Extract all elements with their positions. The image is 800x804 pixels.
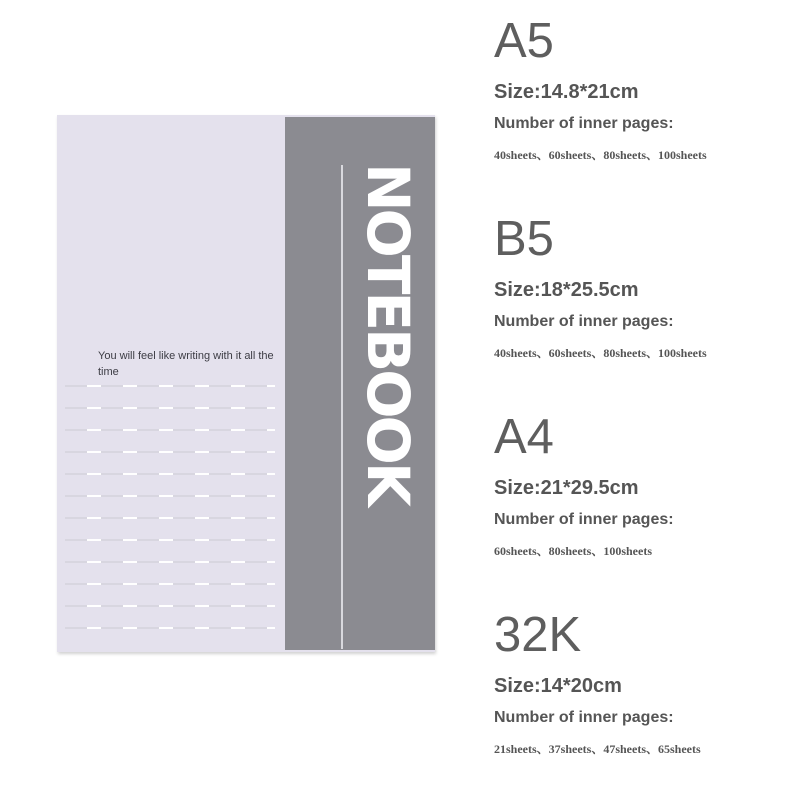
writing-line [65, 539, 275, 541]
spec-pages-label: Number of inner pages: [494, 709, 674, 726]
spec-sheet-options: 21sheets、37sheets、47sheets、65sheets [494, 742, 701, 756]
spec-pages-label: Number of inner pages: [494, 313, 674, 330]
spec-size: Size:21*29.5cm [494, 477, 639, 499]
cover-band [285, 117, 435, 650]
notebook-brand-title: NOTEBOOK [354, 163, 422, 504]
cover-tagline: You will feel like writing with it all the time [98, 350, 274, 378]
spec-panel [494, 12, 794, 804]
writing-line [65, 429, 275, 431]
cover-writing-lines [65, 385, 275, 645]
notebook-image [57, 115, 435, 652]
cover-divider-line [341, 165, 343, 649]
spec-pages-label: Number of inner pages: [494, 115, 674, 132]
spec-format-label: 32K [494, 608, 582, 662]
writing-line [65, 583, 275, 585]
writing-line [65, 473, 275, 475]
writing-line [65, 605, 275, 607]
spec-sheet-options: 40sheets、60sheets、80sheets、100sheets [494, 148, 707, 162]
spec-size: Size:14.8*21cm [494, 81, 639, 103]
writing-line [65, 495, 275, 497]
spec-pages-label: Number of inner pages: [494, 511, 674, 528]
spec-block-b5 [494, 210, 794, 408]
spec-block-a4 [494, 408, 794, 606]
writing-line [65, 451, 275, 453]
writing-line [65, 561, 275, 563]
spec-size: Size:18*25.5cm [494, 279, 639, 301]
spec-format-label: B5 [494, 212, 554, 266]
spec-format-label: A4 [494, 410, 554, 464]
writing-line [65, 517, 275, 519]
writing-line [65, 407, 275, 409]
spec-format-label: A5 [494, 14, 554, 68]
writing-line [65, 385, 275, 387]
spec-sheet-options: 40sheets、60sheets、80sheets、100sheets [494, 346, 707, 360]
spec-size: Size:14*20cm [494, 675, 622, 697]
spec-block-32k [494, 606, 794, 804]
spec-block-a5 [494, 12, 794, 210]
writing-line [65, 627, 275, 629]
spec-sheet-options: 60sheets、80sheets、100sheets [494, 544, 652, 558]
